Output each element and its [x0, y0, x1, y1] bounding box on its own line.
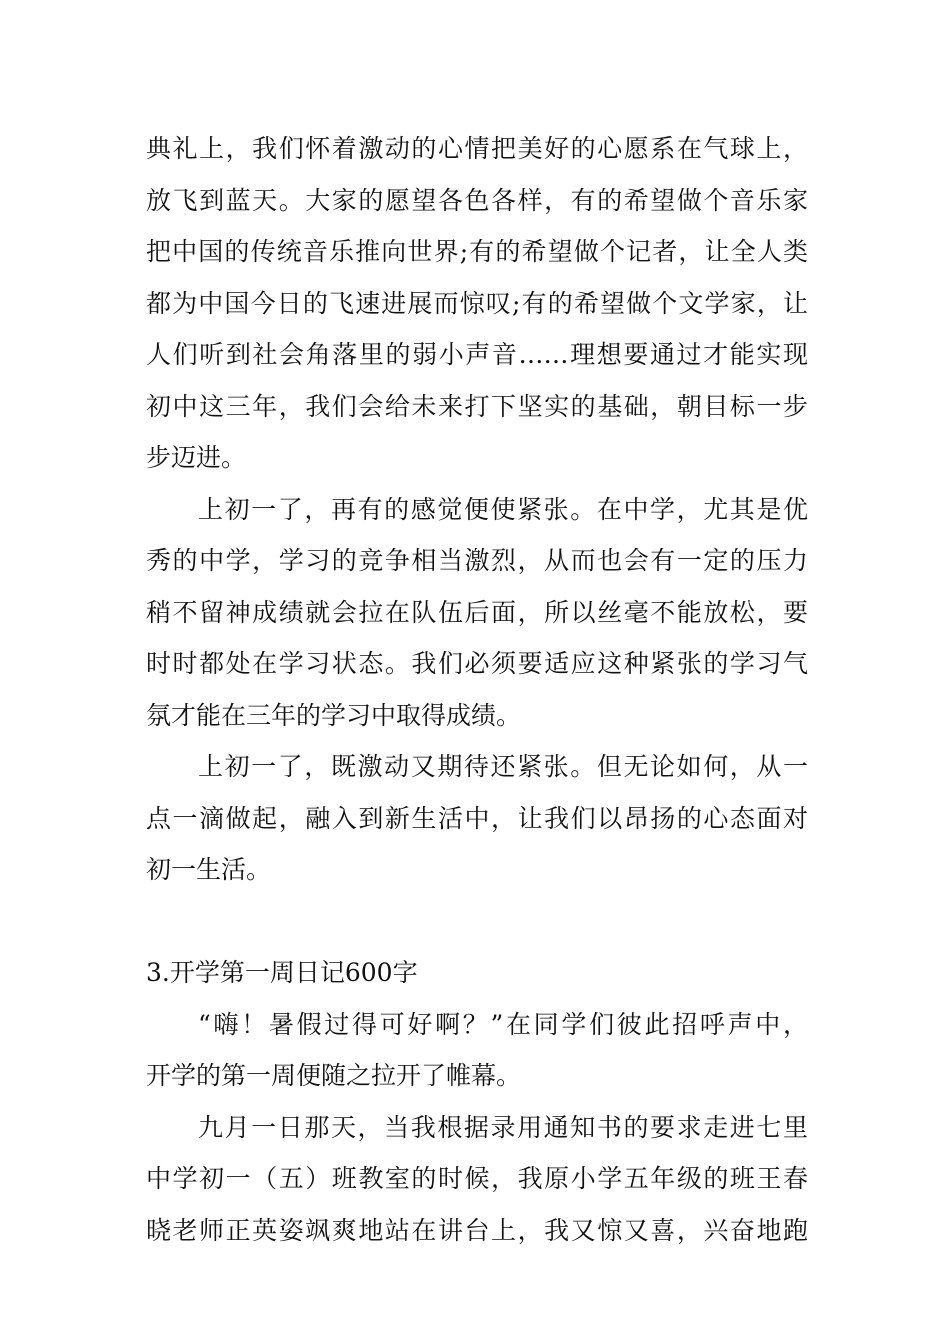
text-line: 上初一了，再有的感觉便使紧张。在中学，尤其是优 — [198, 494, 808, 524]
text-line: 初一生活。 — [146, 855, 272, 884]
text-line: 晓老师正英姿飒爽地站在讲台上，我又惊又喜，兴奋地跑 — [146, 1215, 808, 1245]
text-line: 秀的中学，学习的竞争相当激烈，从而也会有一定的压力 — [146, 546, 808, 575]
text-line: 都为中国今日的飞速进展而惊叹;有的希望做个文学家，让 — [146, 288, 808, 318]
text-line: 步迈进。 — [146, 443, 247, 472]
text-line: 人们听到社会角落里的弱小声音……理想要通过才能实现 — [146, 340, 808, 369]
paragraph-1 — [146, 123, 808, 484]
paragraph-2 — [146, 484, 808, 742]
document-body — [146, 123, 808, 1256]
section-paragraph-1 — [146, 999, 808, 1102]
text-line: 初中这三年，我们会给未来打下坚实的基础，朝目标一步 — [146, 391, 808, 421]
text-line: 点一滴做起，融入到新生活中，让我们以昂扬的心态面对 — [146, 803, 808, 833]
text-line: 时时都处在学习状态。我们必须要适应这种紧张的学习气 — [146, 649, 808, 678]
text-line: 放飞到蓝天。大家的愿望各色各样，有的希望做个音乐家 — [146, 185, 808, 215]
section-paragraph-2 — [146, 1102, 808, 1257]
paragraph-3 — [146, 741, 808, 896]
text-line: 把中国的传统音乐推向世界;有的希望做个记者，让全人类 — [146, 237, 808, 266]
text-line: 开学的第一周便随之拉开了帷幕。 — [146, 1061, 522, 1090]
text-line: “嗨！暑假过得可好啊？”在同学们彼此招呼声中， — [198, 1009, 808, 1039]
text-line: 中学初一（五）班教室的时候，我原小学五年级的班王春 — [146, 1164, 808, 1193]
text-line: 典礼上，我们怀着激动的心情把美好的心愿系在气球上， — [146, 134, 808, 163]
text-line: 稍不留神成绩就会拉在队伍后面，所以丝毫不能放松，要 — [146, 597, 808, 627]
text-line: 九月一日那天，当我根据录用通知书的要求走进七里 — [198, 1112, 808, 1142]
text-line: 氛才能在三年的学习中取得成绩。 — [146, 700, 522, 730]
blank-line — [146, 896, 808, 948]
section-heading: 3.开学第一周日记600字 — [146, 958, 418, 987]
text-line: 上初一了，既激动又期待还紧张。但无论如何，从一 — [198, 752, 808, 781]
